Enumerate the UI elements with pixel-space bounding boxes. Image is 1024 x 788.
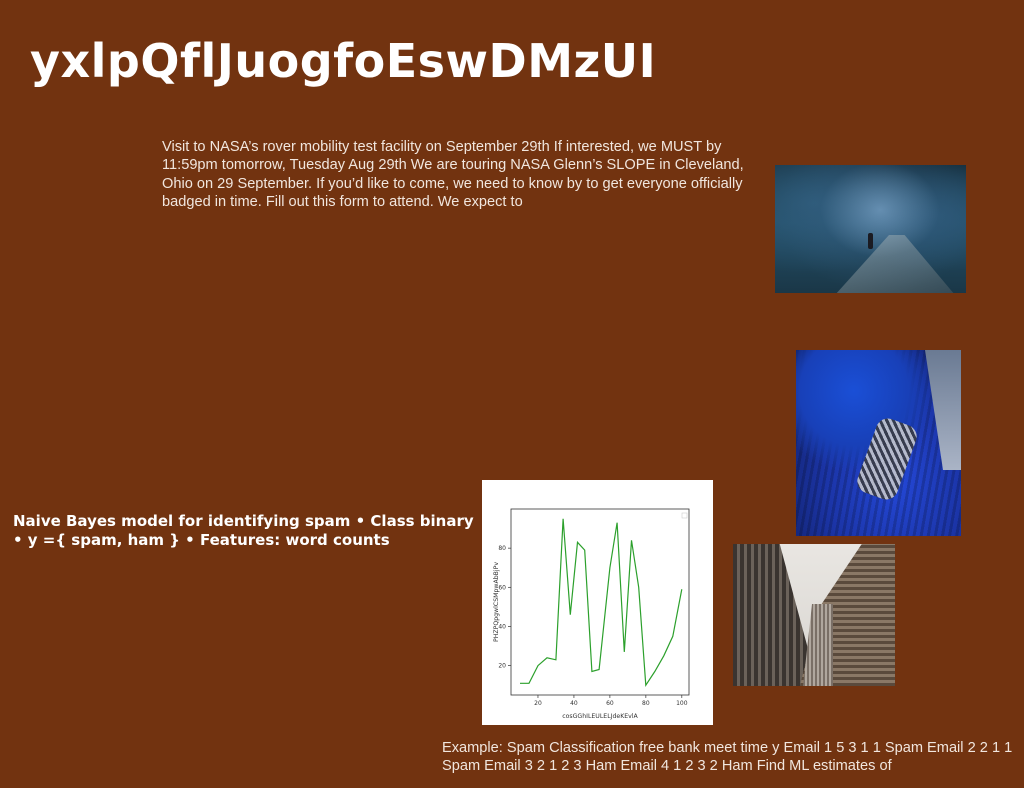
brooch [854, 415, 920, 503]
spam-example-text: Example: Spam Classification free bank meet time y Email 1 5 3 1 1 Spam Email 2 2 1 1 Spam Email 3 2 1 2 3 Ham Email 4 1 2 3 2 Ham Find ML estimates of [442, 740, 1013, 775]
y-tick-label: 80 [498, 545, 506, 553]
skyscrapers-photo [733, 544, 895, 686]
trail-path [835, 235, 955, 293]
y-tick-label: 60 [498, 584, 506, 592]
x-tick-label: 100 [676, 700, 688, 707]
y-axis-label: PHZPQpgwlCSMpwAbBjPv [493, 562, 500, 642]
x-tick-label: 40 [570, 700, 578, 707]
line-chart-svg [482, 480, 713, 725]
building-middle [803, 604, 833, 686]
blue-sweater-photo [796, 350, 961, 536]
hiker-figure [868, 233, 873, 249]
y-tick-label: 40 [498, 623, 506, 631]
nasa-visit-paragraph: Visit to NASA’s rover mobility test facility on September 29th If interested, we MUST by 11:59pm tomorrow, Tuesday Aug 29th We are touring NASA Glenn’s SLOPE in Cleveland, Ohio on 29 September. If you’d like to come, we need to know by to get everyone officially badged in time. Fill out this form to attend. We expect to [162, 139, 744, 210]
naive-bayes-bullets: Naive Bayes model for identifying spam • Class binary • y ={ spam, ham } • Features: word counts [13, 512, 474, 549]
forest-path-photo [775, 165, 966, 293]
page-title: yxlpQflJuogfoEswDMzUI [30, 34, 657, 88]
x-tick-label: 60 [606, 700, 614, 707]
legend-box [682, 513, 687, 518]
y-tick-label: 20 [498, 662, 506, 670]
x-tick-label: 20 [534, 700, 542, 707]
x-tick-label: 80 [642, 700, 650, 707]
x-axis-label: cosGGhILEULELJdeKEvlA [562, 713, 638, 720]
series-line [520, 519, 682, 685]
line-chart [482, 480, 713, 725]
